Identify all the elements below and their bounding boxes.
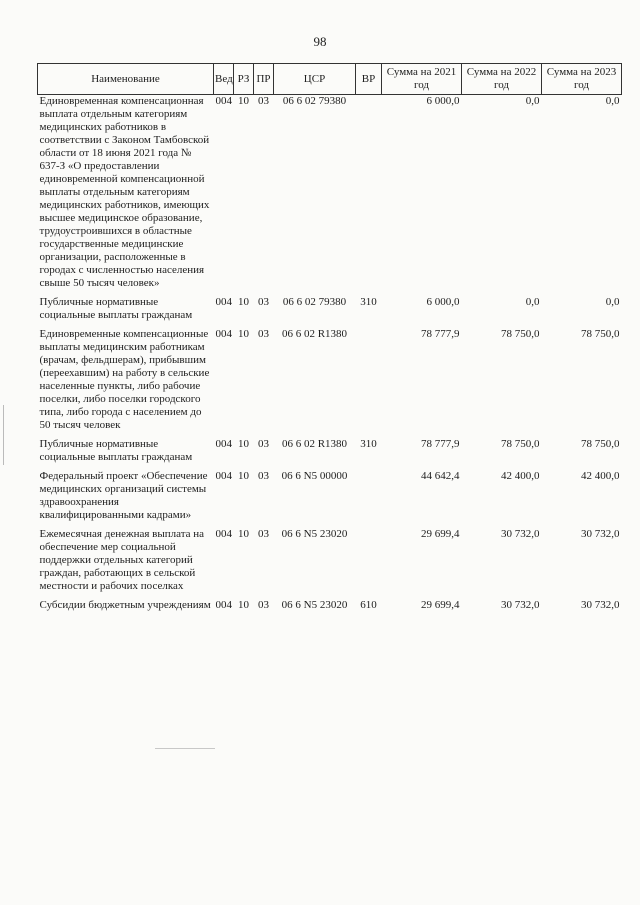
row-csr: 06 6 N5 23020 bbox=[281, 528, 348, 540]
row-sum-2021: 78 777,9 bbox=[421, 328, 460, 340]
row-csr: 06 6 02 79380 bbox=[282, 296, 347, 308]
row-pr: 03 bbox=[258, 599, 269, 611]
scan-margin-mark bbox=[3, 405, 4, 465]
row-vr bbox=[356, 522, 382, 593]
row-pr: 03 bbox=[258, 438, 269, 450]
row-pr: 03 bbox=[258, 95, 269, 107]
row-sum-2022: 42 400,0 bbox=[501, 470, 540, 482]
row-ved: 004 bbox=[215, 438, 232, 450]
row-sum-2021: 29 699,4 bbox=[421, 528, 460, 540]
row-ved: 004 bbox=[215, 528, 232, 540]
header-sum-2021: Сумма на 2021 год bbox=[382, 64, 462, 95]
table-row bbox=[38, 432, 622, 464]
header-name: Наименование bbox=[38, 64, 214, 95]
header-sum-2023: Сумма на 2023 год bbox=[542, 64, 622, 95]
row-sum-2022: 30 732,0 bbox=[501, 528, 540, 540]
row-name: Субсидии бюджетным учреждениям bbox=[39, 599, 211, 611]
header-vr: ВР bbox=[356, 64, 382, 95]
row-vr: 310 bbox=[360, 296, 377, 308]
header-csr: ЦСР bbox=[274, 64, 356, 95]
row-vr: 610 bbox=[360, 599, 377, 611]
table-row bbox=[38, 322, 622, 432]
row-sum-2023: 0,0 bbox=[605, 95, 620, 107]
row-rz: 10 bbox=[238, 599, 249, 611]
row-name: Единовременная компенсационная выплата отдельным категориям медицинских работников в соответствии с Законом Тамбовской области от 18 июня 2021 года № 637-З «О предоставлении единовременной компенсационной выплаты отдельным категориям медицинских работников, имеющих высшее медицинское образование, трудоустроившихся в областные государственные медицинские организации, расположенные в городах с численностью населения свыше 50 тысяч человек» bbox=[39, 95, 210, 289]
row-rz: 10 bbox=[238, 328, 249, 340]
row-sum-2021: 6 000,0 bbox=[426, 296, 460, 308]
row-csr: 06 6 02 R1380 bbox=[281, 438, 348, 450]
table-row bbox=[38, 95, 622, 291]
table-row bbox=[38, 593, 622, 612]
row-rz: 10 bbox=[238, 296, 249, 308]
row-vr: 310 bbox=[360, 438, 377, 450]
row-rz: 10 bbox=[238, 95, 249, 107]
row-name: Ежемесячная денежная выплата на обеспечение мер социальной поддержки отдельных категорий граждан, работающих в сельской местности и рабочих поселках bbox=[39, 528, 205, 592]
row-csr: 06 6 02 79380 bbox=[282, 95, 347, 107]
budget-table bbox=[37, 63, 622, 612]
row-vr bbox=[356, 464, 382, 522]
row-vr bbox=[356, 95, 382, 291]
row-pr: 03 bbox=[258, 328, 269, 340]
row-ved: 004 bbox=[215, 328, 232, 340]
row-sum-2021: 6 000,0 bbox=[426, 95, 460, 107]
row-name: Публичные нормативные социальные выплаты гражданам bbox=[39, 438, 193, 463]
row-ved: 004 bbox=[215, 95, 232, 107]
row-name: Федеральный проект «Обеспечение медицинских организаций системы здравоохранения квалифицированными кадрами» bbox=[39, 470, 208, 521]
table-row bbox=[38, 522, 622, 593]
header-pr: ПР bbox=[254, 64, 274, 95]
row-csr: 06 6 02 R1380 bbox=[281, 328, 348, 340]
row-sum-2023: 42 400,0 bbox=[581, 470, 620, 482]
row-csr: 06 6 N5 00000 bbox=[281, 470, 348, 482]
row-sum-2023: 0,0 bbox=[605, 296, 620, 308]
row-pr: 03 bbox=[258, 528, 269, 540]
table-row bbox=[38, 464, 622, 522]
row-sum-2023: 30 732,0 bbox=[581, 528, 620, 540]
row-sum-2023: 78 750,0 bbox=[581, 328, 620, 340]
row-sum-2023: 78 750,0 bbox=[581, 438, 620, 450]
row-sum-2023: 30 732,0 bbox=[581, 599, 620, 611]
row-sum-2022: 30 732,0 bbox=[501, 599, 540, 611]
table-row bbox=[38, 290, 622, 322]
row-ved: 004 bbox=[215, 470, 232, 482]
row-rz: 10 bbox=[238, 528, 249, 540]
row-pr: 03 bbox=[258, 296, 269, 308]
row-sum-2021: 44 642,4 bbox=[421, 470, 460, 482]
row-sum-2022: 0,0 bbox=[525, 296, 540, 308]
row-sum-2022: 78 750,0 bbox=[501, 328, 540, 340]
row-ved: 004 bbox=[215, 296, 232, 308]
header-rz: РЗ bbox=[234, 64, 254, 95]
row-pr: 03 bbox=[258, 470, 269, 482]
table-header bbox=[38, 64, 622, 95]
row-csr: 06 6 N5 23020 bbox=[281, 599, 348, 611]
row-vr bbox=[356, 322, 382, 432]
header-ved: Вед bbox=[214, 64, 234, 95]
row-rz: 10 bbox=[238, 470, 249, 482]
row-sum-2021: 29 699,4 bbox=[421, 599, 460, 611]
row-rz: 10 bbox=[238, 438, 249, 450]
header-sum-2022: Сумма на 2022 год bbox=[462, 64, 542, 95]
row-sum-2021: 78 777,9 bbox=[421, 438, 460, 450]
page-number: 98 bbox=[313, 34, 327, 49]
scan-artifact-line bbox=[155, 748, 215, 749]
row-name: Единовременные компенсационные выплаты медицинским работникам (врачам, фельдшерам), прибывшим (переехавшим) на работу в сельские населенные пункты, либо рабочие поселки, либо поселки городского типа, либо города с населением до 50 тысяч человек bbox=[39, 328, 210, 431]
row-ved: 004 bbox=[215, 599, 232, 611]
row-sum-2022: 0,0 bbox=[525, 95, 540, 107]
row-sum-2022: 78 750,0 bbox=[501, 438, 540, 450]
row-name: Публичные нормативные социальные выплаты гражданам bbox=[39, 296, 193, 321]
